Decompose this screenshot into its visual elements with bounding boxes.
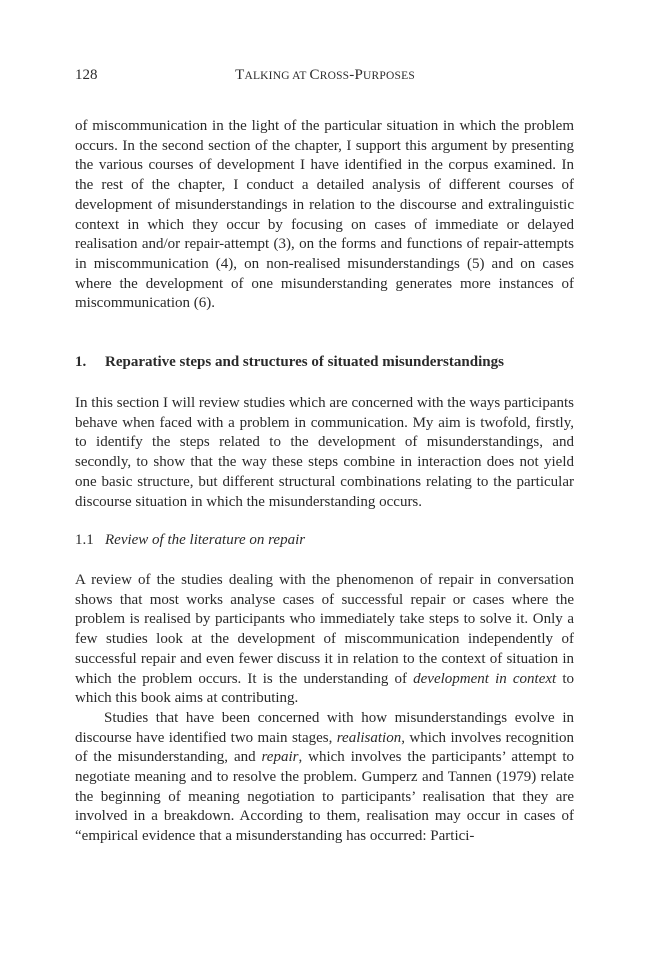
paragraph-2-text-a: Studies that have been concerned with how misunderstandings evolve in discourse have identified two main stages, [75,709,574,746]
section-paragraph [75,394,574,512]
paragraph-2-text-b: , which involves recognition of the misunderstanding, and [75,729,574,766]
section-title: Reparative steps and structures of situated misunderstandings [105,354,504,370]
intro-paragraph-text: of miscommunication in the light of the particular situation in which the problem occurs. In the second section of the chapter, I support this argument by presenting the various courses of development I have identified in the corpus examined. In the rest of the chapter, I conduct a detailed analysis of different courses of development of misunderstandings in relation to the discourse and extralinguistic context in which they occur by focusing on cases of immediate or delayed realisation and/or repair-attempt (3), on the forms and functions of repair-attempts in miscommunication (4), on non-realised misunderstandings (5) and on cases where the development of one misunderstanding generates more instances of miscommunication (6). [75,118,574,312]
paragraph-1-emphasis: development in context [413,670,557,687]
section-heading [75,352,574,372]
subsection-paragraph-1 [75,571,574,709]
paragraph-1-text-a: A review of the studies dealing with the phenomenon of repair in conversation shows that most works analyse cases of successful repair or cases where the problem is realised by participants who immediately take steps to solve it. Only a few studies look at the development of miscommunication independently of successful repair and even fewer discuss it in relation to the context of situation in which the problem occurs. It is the understanding of [75,572,574,687]
page-number: 128 [75,67,98,83]
paragraph-1-text-b: to which this book aims at contributing. [75,670,574,707]
subsection-number: 1.1 [75,532,94,548]
subsection-heading [75,530,574,550]
running-head: TALKING AT CROSS-PURPOSES [235,67,415,83]
term-realisation: realisation [336,729,402,746]
subsection-paragraph-2 [75,709,574,847]
section-number: 1. [75,354,87,370]
subsection-title: Review of the literature on repair [105,532,306,548]
section-paragraph-text: In this section I will review studies which are concerned with the ways participants behave when faced with a problem in communication. My aim is twofold, firstly, to identify the steps related to the development of misunderstandings, and secondly, to show that the way these steps combine in interaction does not yield one basic structure, but different structural combinations relating to the particular discourse situation in which the misunderstanding occurs. [75,395,574,510]
paragraph-2-text-c: , which involves the participants’ attempt to negotiate meaning and to resolve the problem. Gumperz and Tannen (1979) relate the beginning of meaning negotiation to participants’ realisation that they are involved in a breakdown. According to them, realisation may occur in cases of “empirical evidence that a misunderstanding has occurred: Partici- [75,749,574,845]
intro-paragraph [75,117,574,314]
term-repair: repair [261,749,299,766]
subsection-body [75,571,574,847]
